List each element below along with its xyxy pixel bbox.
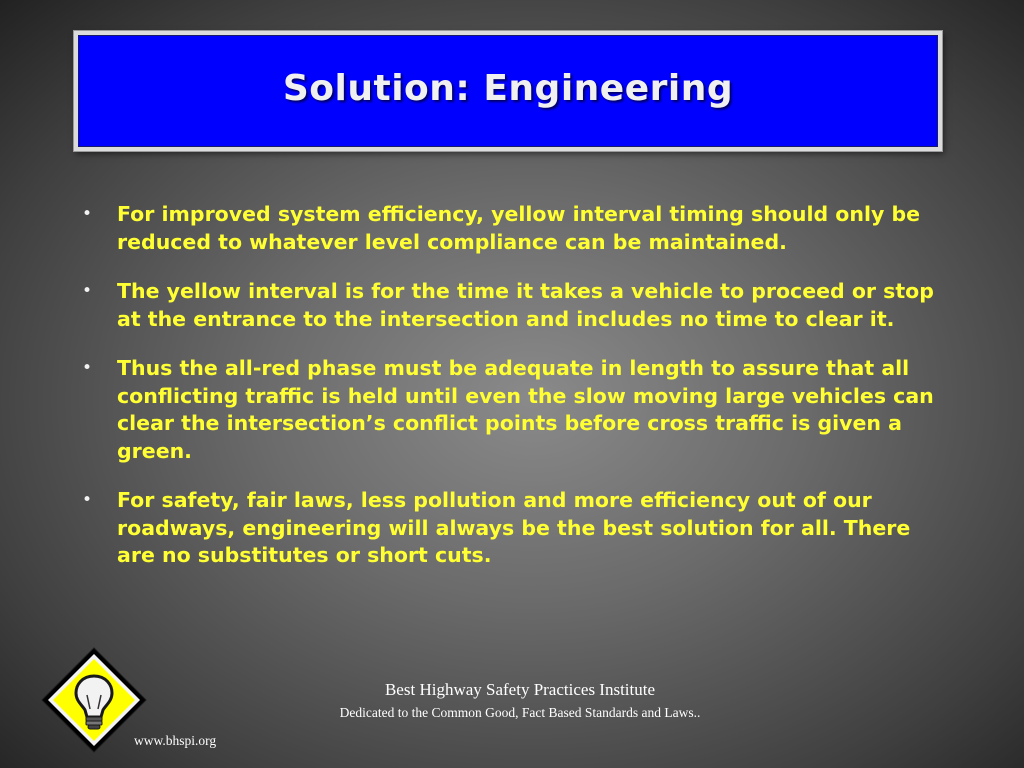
footer-organization: Best Highway Safety Practices Institute bbox=[384, 680, 656, 699]
bullet-text: The yellow interval is for the time it takes a vehicle to proceed or stop at the entrance to the intersection and includes no time to clear it. bbox=[117, 279, 934, 331]
bullet-dot: • bbox=[82, 204, 93, 224]
website-link[interactable]: www.bhspi.org bbox=[134, 733, 217, 748]
bullet-text: Thus the all-red phase must be adequate in length to assure that all conflicting traffic is held until even the slow moving large vehicles can clear the intersection’s conflict points before cross traffic is given a green. bbox=[117, 356, 934, 463]
title-banner bbox=[78, 35, 938, 147]
bullet-text: For safety, fair laws, less pollution and more efficiency out of our roadways, engineering will always be the best solution for all. There are no substitutes or short cuts. bbox=[117, 488, 911, 567]
bullet-dot: • bbox=[82, 358, 93, 378]
bullet-item bbox=[74, 355, 954, 465]
bullet-item bbox=[74, 487, 954, 570]
slide-title: Solution: Engineering bbox=[282, 67, 734, 109]
bullet-dot: • bbox=[82, 490, 93, 510]
bullet-item bbox=[74, 201, 954, 256]
bullet-list bbox=[74, 201, 954, 592]
bullet-text: For improved system efficiency, yellow interval timing should only be reduced to whatever level compliance can be maintained. bbox=[117, 202, 921, 254]
bullet-item bbox=[74, 278, 954, 333]
lightbulb-warning-sign-icon bbox=[40, 646, 148, 754]
bullet-dot: • bbox=[82, 281, 93, 301]
title-frame bbox=[74, 31, 942, 151]
footer-tagline: Dedicated to the Common Good, Fact Based Standards and Laws.. bbox=[339, 705, 701, 720]
